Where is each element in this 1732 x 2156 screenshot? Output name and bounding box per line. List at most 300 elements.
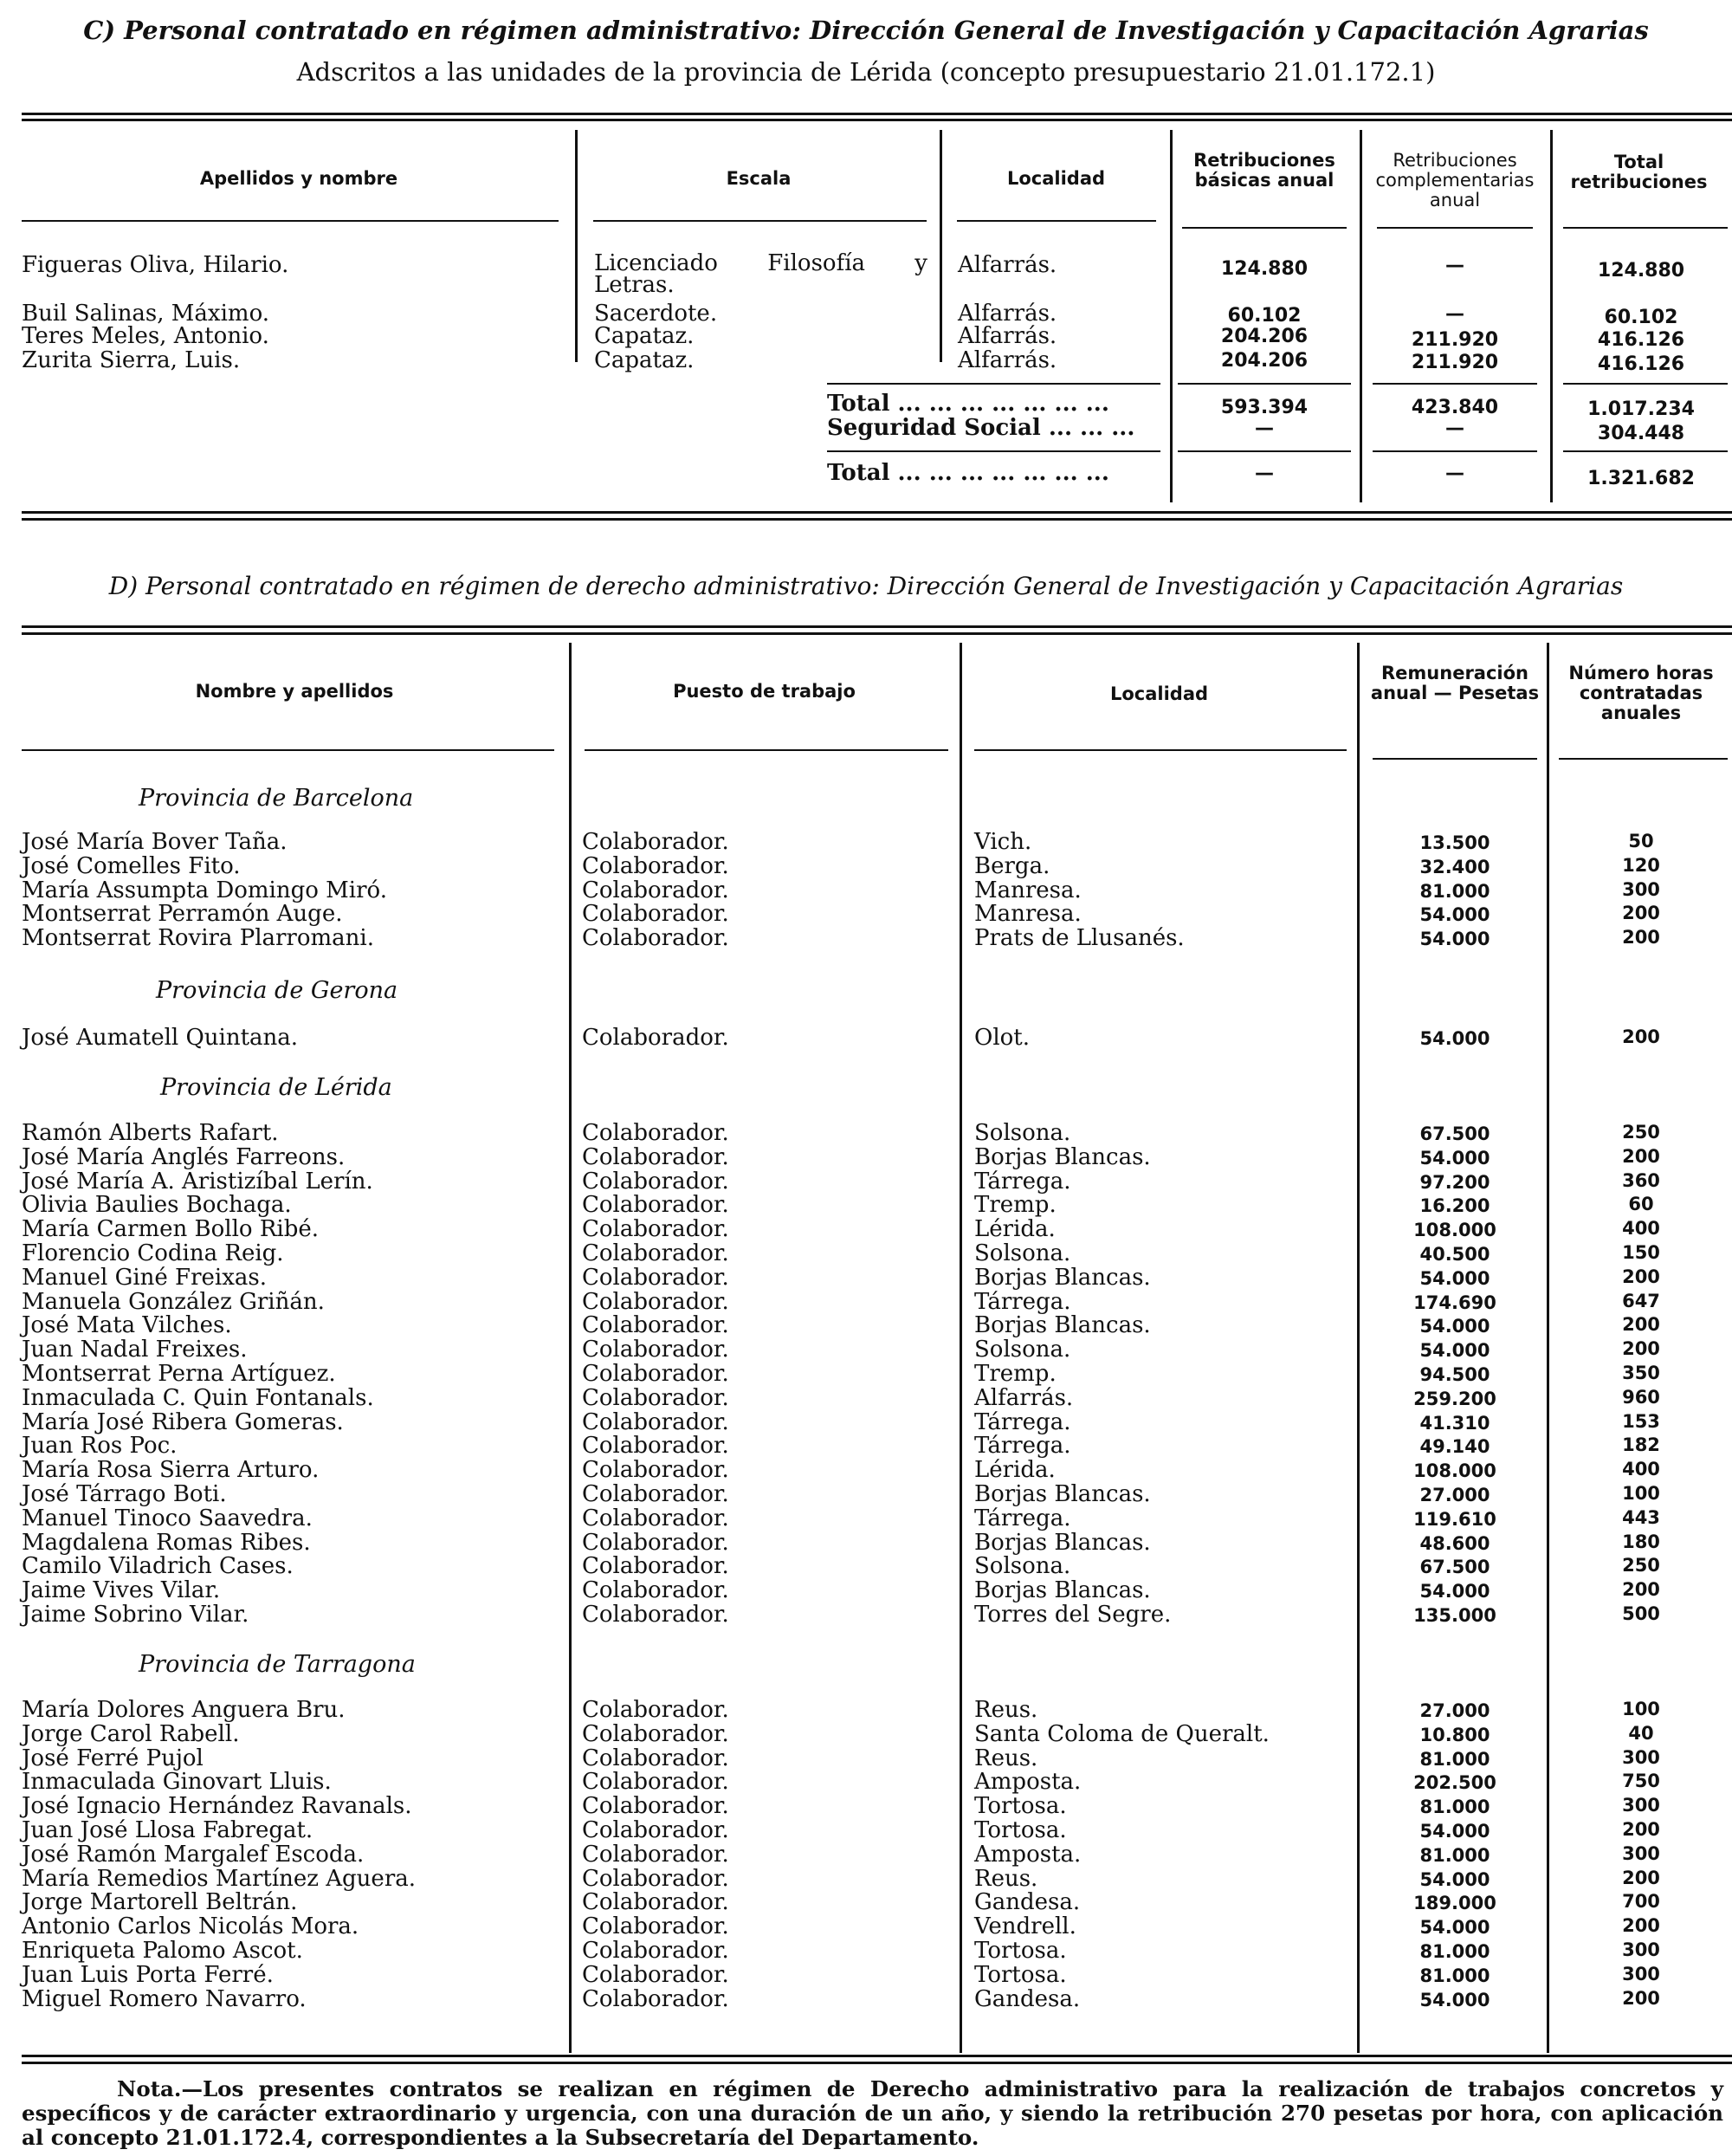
table-d-top-rule	[22, 625, 1732, 628]
table-c-top-rule	[22, 113, 1732, 115]
annual-pay: 40.500	[1419, 1243, 1490, 1265]
annual-pay: 97.200	[1419, 1171, 1490, 1193]
contracted-hours: 360	[1622, 1169, 1660, 1191]
annual-pay: 202.500	[1413, 1772, 1496, 1794]
header-locality: Localidad	[1006, 168, 1106, 189]
person-name: Miguel Romero Navarro.	[22, 1985, 307, 2012]
contracted-hours: 200	[1622, 1314, 1660, 1336]
subtotal-rule	[1178, 383, 1351, 385]
person-name: Antonio Carlos Nicolás Mora.	[22, 1913, 359, 1940]
locality: Reus.	[974, 1745, 1038, 1771]
section-d-title: D) Personal contratado en régimen de derecho administrativo: Dirección General de Investigación y Capacitación Agrarias	[108, 572, 1624, 600]
header-underline	[1559, 758, 1728, 760]
annual-pay: 81.000	[1419, 1844, 1490, 1866]
grand-total-rule	[1563, 450, 1728, 452]
job-title: Colaborador.	[582, 1288, 729, 1315]
locality: Gandesa.	[974, 1889, 1081, 1916]
contracted-hours: 250	[1622, 1122, 1660, 1143]
annual-pay: 54.000	[1419, 904, 1490, 926]
locality: Tortosa.	[974, 1816, 1067, 1843]
person-name: Jorge Carol Rabell.	[22, 1720, 240, 1747]
locality: Solsona.	[974, 1553, 1071, 1580]
contracted-hours: 350	[1622, 1362, 1660, 1383]
person-name: Manuel Tinoco Saavedra.	[22, 1505, 313, 1531]
header-job: Puesto de trabajo	[673, 681, 856, 702]
table-row	[0, 1313, 1732, 1337]
job-title: Colaborador.	[582, 1601, 729, 1628]
job-title: Colaborador.	[582, 1480, 729, 1507]
header-complementary-pay: Retribuciones complementarias anual	[1375, 150, 1535, 210]
table-row	[0, 1698, 1732, 1722]
person-name: María Assumpta Domingo Miró.	[22, 877, 387, 903]
job-title: Colaborador.	[582, 1889, 729, 1916]
locality: Gandesa.	[974, 1985, 1081, 2012]
table-row	[0, 1914, 1732, 1939]
annual-pay: 108.000	[1413, 1460, 1496, 1482]
c-row-name: Figueras Oliva, Hilario.	[22, 252, 289, 278]
person-name: José Mata Vilches.	[22, 1312, 232, 1339]
contracted-hours: 200	[1622, 1915, 1660, 1937]
contracted-hours: 150	[1622, 1241, 1660, 1263]
locality: Berga.	[974, 852, 1050, 879]
table-row	[0, 1963, 1732, 1987]
annual-pay: 54.000	[1419, 1147, 1490, 1169]
job-title: Colaborador.	[582, 1577, 729, 1604]
table-row	[0, 1531, 1732, 1555]
person-name: José Tárrago Boti.	[22, 1480, 227, 1507]
table-row	[0, 878, 1732, 903]
job-title: Colaborador.	[582, 1192, 729, 1219]
table-row	[0, 1121, 1732, 1145]
table-row	[0, 1939, 1732, 1963]
job-title: Colaborador.	[582, 1025, 729, 1051]
locality: Borjas Blancas.	[974, 1577, 1151, 1604]
locality: Reus.	[974, 1697, 1038, 1723]
header-underline	[1563, 227, 1728, 229]
c-row-total: 124.880	[1597, 260, 1685, 282]
contracted-hours: 300	[1622, 1939, 1660, 1960]
table-row	[0, 926, 1732, 950]
subtotal-rule	[1563, 383, 1728, 385]
contracted-hours: 40	[1628, 1722, 1654, 1744]
person-name: Enriqueta Palomo Ascot.	[22, 1937, 303, 1964]
table-row	[0, 1482, 1732, 1506]
c-row-scale: Sacerdote.	[594, 301, 718, 327]
table-row	[0, 1842, 1732, 1867]
person-name: Manuela González Griñán.	[22, 1288, 325, 1315]
contracted-hours: 300	[1622, 1746, 1660, 1768]
locality: Lérida.	[974, 1216, 1056, 1243]
job-title: Colaborador.	[582, 1720, 729, 1747]
contracted-hours: 200	[1622, 1266, 1660, 1287]
province-rows	[0, 1026, 1732, 1050]
job-title: Colaborador.	[582, 1793, 729, 1820]
locality: Manresa.	[974, 877, 1082, 903]
locality: Manresa.	[974, 901, 1082, 928]
table-row	[0, 830, 1732, 854]
table-row	[0, 1554, 1732, 1578]
table-row	[0, 1506, 1732, 1531]
annual-pay: 41.310	[1419, 1412, 1490, 1434]
table-row	[0, 1602, 1732, 1627]
header-name: Nombre y apellidos	[195, 681, 394, 702]
contracted-hours: 700	[1622, 1891, 1660, 1913]
table-d-bottom-rule-2	[22, 2062, 1732, 2064]
person-name: Montserrat Perna Artíguez.	[22, 1360, 336, 1387]
contracted-hours: 200	[1622, 1145, 1660, 1167]
person-name: José Ignacio Hernández Ravanals.	[22, 1793, 412, 1820]
province-heading: Provincia de Lérida	[160, 1074, 392, 1101]
table-row	[0, 1193, 1732, 1217]
locality: Tortosa.	[974, 1937, 1067, 1964]
person-name: Olivia Baulies Bochaga.	[22, 1192, 292, 1219]
contracted-hours: 153	[1622, 1410, 1660, 1432]
annual-pay: 108.000	[1413, 1220, 1496, 1241]
annual-pay: 67.500	[1419, 1123, 1490, 1144]
person-name: Montserrat Perramón Auge.	[22, 901, 343, 928]
header-underline	[22, 749, 554, 751]
person-name: José María Bover Taña.	[22, 829, 288, 855]
annual-pay: 81.000	[1419, 1797, 1490, 1818]
header-underline	[974, 749, 1347, 751]
locality: Torres del Segre.	[974, 1601, 1172, 1628]
c-row-locality: Alfarrás.	[958, 252, 1057, 278]
contracted-hours: 200	[1622, 903, 1660, 924]
header-locality: Localidad	[1109, 683, 1209, 704]
person-name: Manuel Giné Freixas.	[22, 1264, 268, 1291]
annual-pay: 54.000	[1419, 1267, 1490, 1289]
c-row-basic: 124.880	[1220, 258, 1309, 280]
job-title: Colaborador.	[582, 1457, 729, 1484]
locality: Tárrega.	[974, 1408, 1071, 1435]
contracted-hours: 200	[1622, 1867, 1660, 1888]
job-title: Colaborador.	[582, 877, 729, 903]
province-rows	[0, 1698, 1732, 2010]
c-row-name: Buil Salinas, Máximo.	[22, 301, 270, 327]
grand-total-rule	[1178, 450, 1351, 452]
table-row	[0, 1890, 1732, 1914]
locality: Tárrega.	[974, 1288, 1071, 1315]
table-row	[0, 1794, 1732, 1818]
locality: Borjas Blancas.	[974, 1143, 1151, 1170]
annual-pay: 81.000	[1419, 1965, 1490, 1986]
job-title: Colaborador.	[582, 829, 729, 855]
person-name: José María Anglés Farreons.	[22, 1143, 346, 1170]
locality: Solsona.	[974, 1337, 1071, 1363]
locality: Tremp.	[974, 1360, 1057, 1387]
annual-pay: 27.000	[1419, 1700, 1490, 1721]
contracted-hours: 300	[1622, 1795, 1660, 1816]
contracted-hours: 180	[1622, 1531, 1660, 1552]
contracted-hours: 300	[1622, 1842, 1660, 1864]
annual-pay: 81.000	[1419, 1940, 1490, 1962]
table-row	[0, 1217, 1732, 1241]
table-row	[0, 854, 1732, 878]
column-divider	[575, 130, 578, 362]
footnote: Nota.—Los presentes contratos se realizan en régimen de Derecho administrativo para la realización de trabajos concretos y específicos y de carácter extraordinario y urgencia, con una duración de un año, y siendo la retribución 270 pesetas por hora, con aplicación al concepto 21.01.172.4, correspondientes a la Subsecretaría del Departamento.	[22, 2076, 1723, 2150]
person-name: Jaime Vives Vilar.	[22, 1577, 221, 1604]
contracted-hours: 443	[1622, 1506, 1660, 1528]
table-row	[0, 1770, 1732, 1794]
locality: Solsona.	[974, 1120, 1071, 1146]
job-title: Colaborador.	[582, 1312, 729, 1339]
person-name: Juan Ros Poc.	[22, 1433, 178, 1460]
c-row-name: Zurita Sierra, Luis.	[22, 347, 241, 373]
header-underline	[1182, 227, 1347, 229]
contracted-hours: 182	[1622, 1434, 1660, 1456]
contracted-hours: 200	[1622, 1987, 1660, 2009]
header-scale: Escala	[726, 168, 792, 189]
locality: Prats de Llusanés.	[974, 925, 1185, 952]
contracted-hours: 100	[1622, 1482, 1660, 1504]
province-rows	[0, 830, 1732, 950]
contracted-hours: 200	[1622, 1338, 1660, 1360]
annual-pay: 32.400	[1419, 856, 1490, 877]
column-divider	[1550, 130, 1553, 502]
job-title: Colaborador.	[582, 1745, 729, 1771]
province-heading: Provincia de Tarragona	[139, 1651, 416, 1678]
person-name: Florencio Codina Reig.	[22, 1240, 284, 1266]
column-divider	[940, 130, 942, 362]
c-row-total: 416.126	[1597, 329, 1685, 351]
locality: Santa Coloma de Queralt.	[974, 1720, 1270, 1747]
annual-pay: 54.000	[1419, 1868, 1490, 1890]
locality: Borjas Blancas.	[974, 1480, 1151, 1507]
locality: Olot.	[974, 1025, 1030, 1051]
annual-pay: 54.000	[1419, 1989, 1490, 2010]
header-underline	[22, 220, 559, 222]
table-row	[0, 1266, 1732, 1290]
c-row-complementary: —	[1445, 303, 1464, 325]
contracted-hours: 750	[1622, 1771, 1660, 1792]
annual-pay: 27.000	[1419, 1484, 1490, 1505]
person-name: Inmaculada C. Quin Fontanals.	[22, 1384, 374, 1411]
person-name: Montserrat Rovira Plarromani.	[22, 925, 374, 952]
job-title: Colaborador.	[582, 1865, 729, 1892]
annual-pay: 10.800	[1419, 1724, 1490, 1745]
contracted-hours: 500	[1622, 1602, 1660, 1624]
person-name: Magdalena Romas Ribes.	[22, 1529, 311, 1556]
annual-pay: 189.000	[1413, 1893, 1496, 1914]
column-divider	[1360, 130, 1362, 502]
annual-pay: 174.690	[1413, 1292, 1496, 1313]
job-title: Colaborador.	[582, 1337, 729, 1363]
job-title: Colaborador.	[582, 1168, 729, 1195]
locality: Tortosa.	[974, 1793, 1067, 1820]
table-c-bottom-rule	[22, 511, 1732, 514]
person-name: José Ferré Pujol	[22, 1745, 204, 1771]
person-name: Juan Nadal Freixes.	[22, 1337, 248, 1363]
header-pay: Remuneración anual — Pesetas	[1370, 663, 1540, 703]
job-title: Colaborador.	[582, 852, 729, 879]
annual-pay: 67.500	[1419, 1557, 1490, 1578]
job-title: Colaborador.	[582, 1360, 729, 1387]
contracted-hours: 50	[1628, 831, 1654, 851]
locality: Tremp.	[974, 1192, 1057, 1219]
job-title: Colaborador.	[582, 1505, 729, 1531]
annual-pay: 16.200	[1419, 1195, 1490, 1217]
header-underline	[593, 220, 927, 222]
job-title: Colaborador.	[582, 1553, 729, 1580]
locality: Lérida.	[974, 1457, 1056, 1484]
job-title: Colaborador.	[582, 1697, 729, 1723]
total-complementary: 423.840	[1411, 397, 1499, 418]
header-underline	[585, 749, 948, 751]
c-row-name: Teres Meles, Antonio.	[22, 323, 269, 349]
c-row-locality: Alfarrás.	[958, 347, 1057, 373]
grand-total-basic: —	[1255, 463, 1274, 484]
person-name: José Ramón Margalef Escoda.	[22, 1841, 365, 1868]
person-name: Inmaculada Ginovart Lluis.	[22, 1769, 332, 1796]
locality: Vendrell.	[974, 1913, 1076, 1940]
social-security-total: 304.448	[1597, 423, 1685, 444]
table-row	[0, 1578, 1732, 1602]
job-title: Colaborador.	[582, 1937, 729, 1964]
c-row-complementary: 211.920	[1411, 352, 1499, 373]
job-title: Colaborador.	[582, 1985, 729, 2012]
person-name: Camilo Viladrich Cases.	[22, 1553, 294, 1580]
annual-pay: 135.000	[1413, 1604, 1496, 1626]
locality: Tárrega.	[974, 1505, 1071, 1531]
annual-pay: 54.000	[1419, 1028, 1490, 1049]
locality: Solsona.	[974, 1240, 1071, 1266]
table-row	[0, 902, 1732, 926]
annual-pay: 259.200	[1413, 1388, 1496, 1409]
c-row-basic: 204.206	[1220, 326, 1309, 347]
c-row-locality: Alfarrás.	[958, 301, 1057, 327]
person-name: José Aumatell Quintana.	[22, 1025, 299, 1051]
social-security-basic: —	[1255, 418, 1274, 439]
contracted-hours: 400	[1622, 1218, 1660, 1240]
contracted-hours: 400	[1622, 1459, 1660, 1480]
person-name: Ramón Alberts Rafart.	[22, 1120, 279, 1146]
header-total-pay: Total retribuciones	[1570, 152, 1708, 192]
locality: Tortosa.	[974, 1961, 1067, 1988]
job-title: Colaborador.	[582, 1216, 729, 1243]
job-title: Colaborador.	[582, 1913, 729, 1940]
person-name: María Remedios Martínez Aguera.	[22, 1865, 417, 1892]
person-name: María Rosa Sierra Arturo.	[22, 1457, 320, 1484]
section-c-subtitle: Adscritos a las unidades de la provincia de Lérida (concepto presupuestario 21.01.172.1)	[296, 57, 1436, 87]
header-underline	[957, 220, 1156, 222]
locality: Borjas Blancas.	[974, 1264, 1151, 1291]
contracted-hours: 960	[1622, 1386, 1660, 1408]
table-d-top-rule-2	[22, 632, 1732, 635]
province-heading: Provincia de Barcelona	[139, 785, 414, 812]
job-title: Colaborador.	[582, 1816, 729, 1843]
locality: Reus.	[974, 1865, 1038, 1892]
subtotal-rule	[827, 383, 1160, 385]
social-security-label: Seguridad Social ... ... ...	[827, 415, 1135, 441]
job-title: Colaborador.	[582, 901, 729, 928]
table-row	[0, 1362, 1732, 1386]
locality: Amposta.	[974, 1841, 1082, 1868]
job-title: Colaborador.	[582, 1384, 729, 1411]
annual-pay: 54.000	[1419, 1340, 1490, 1362]
contracted-hours: 60	[1628, 1194, 1654, 1215]
header-name: Apellidos y nombre	[199, 168, 398, 189]
person-name: José Comelles Fito.	[22, 852, 241, 879]
subtotal-rule	[1373, 383, 1537, 385]
person-name: Jaime Sobrino Vilar.	[22, 1601, 249, 1628]
job-title: Colaborador.	[582, 1408, 729, 1435]
c-row-basic: 204.206	[1220, 350, 1309, 372]
annual-pay: 48.600	[1419, 1532, 1490, 1554]
c-row-scale: Capataz.	[594, 323, 695, 349]
total-label: Total ... ... ... ... ... ... ...	[827, 391, 1109, 417]
person-name: Juan José Llosa Fabregat.	[22, 1816, 313, 1843]
contracted-hours: 250	[1622, 1555, 1660, 1577]
locality: Alfarrás.	[974, 1384, 1074, 1411]
job-title: Colaborador.	[582, 1264, 729, 1291]
table-row	[0, 1241, 1732, 1266]
job-title: Colaborador.	[582, 1961, 729, 1988]
contracted-hours: 300	[1622, 1963, 1660, 1984]
job-title: Colaborador.	[582, 925, 729, 952]
c-row-scale: Capataz.	[594, 347, 695, 373]
total-basic: 593.394	[1220, 397, 1309, 418]
annual-pay: 49.140	[1419, 1436, 1490, 1458]
grand-total-rule	[827, 450, 1160, 452]
job-title: Colaborador.	[582, 1240, 729, 1266]
contracted-hours: 120	[1622, 854, 1660, 876]
grand-total-complementary: —	[1445, 463, 1464, 484]
table-row	[0, 1290, 1732, 1314]
contracted-hours: 200	[1622, 1579, 1660, 1601]
locality: Borjas Blancas.	[974, 1529, 1151, 1556]
annual-pay: 94.500	[1419, 1363, 1490, 1385]
table-c-top-rule-2	[22, 119, 1732, 121]
total-total: 1.017.234	[1587, 398, 1695, 420]
annual-pay: 54.000	[1419, 1820, 1490, 1842]
table-row	[0, 1337, 1732, 1362]
grand-total-total: 1.321.682	[1587, 468, 1695, 489]
grand-total-label: Total ... ... ... ... ... ... ...	[827, 460, 1109, 486]
section-c-title: C) Personal contratado en régimen administrativo: Dirección General de Investigación y Capacitación Agrarias	[83, 16, 1649, 45]
table-row	[0, 1145, 1732, 1169]
person-name: María Carmen Bollo Ribé.	[22, 1216, 320, 1243]
contracted-hours: 200	[1622, 1026, 1660, 1047]
person-name: María José Ribera Gomeras.	[22, 1408, 344, 1435]
table-c-bottom-rule-2	[22, 518, 1732, 521]
locality: Tárrega.	[974, 1433, 1071, 1460]
contracted-hours: 200	[1622, 927, 1660, 949]
province-rows	[0, 1121, 1732, 1627]
table-row	[0, 1746, 1732, 1771]
c-row-total: 60.102	[1604, 307, 1678, 328]
job-title: Colaborador.	[582, 1143, 729, 1170]
job-title: Colaborador.	[582, 1433, 729, 1460]
annual-pay: 54.000	[1419, 1581, 1490, 1602]
job-title: Colaborador.	[582, 1529, 729, 1556]
table-row	[0, 1987, 1732, 2011]
c-row-total: 416.126	[1597, 353, 1685, 375]
job-title: Colaborador.	[582, 1769, 729, 1796]
contracted-hours: 647	[1622, 1290, 1660, 1311]
locality: Amposta.	[974, 1769, 1082, 1796]
c-row-basic: 60.102	[1227, 305, 1302, 327]
annual-pay: 13.500	[1419, 832, 1490, 853]
social-security-complementary: —	[1445, 418, 1464, 439]
job-title: Colaborador.	[582, 1120, 729, 1146]
annual-pay: 81.000	[1419, 880, 1490, 902]
c-row-complementary: 211.920	[1411, 329, 1499, 351]
table-d-bottom-rule	[22, 2055, 1732, 2057]
header-underline	[1377, 227, 1533, 229]
column-divider	[1170, 130, 1173, 502]
annual-pay: 54.000	[1419, 1917, 1490, 1939]
contracted-hours: 300	[1622, 878, 1660, 900]
